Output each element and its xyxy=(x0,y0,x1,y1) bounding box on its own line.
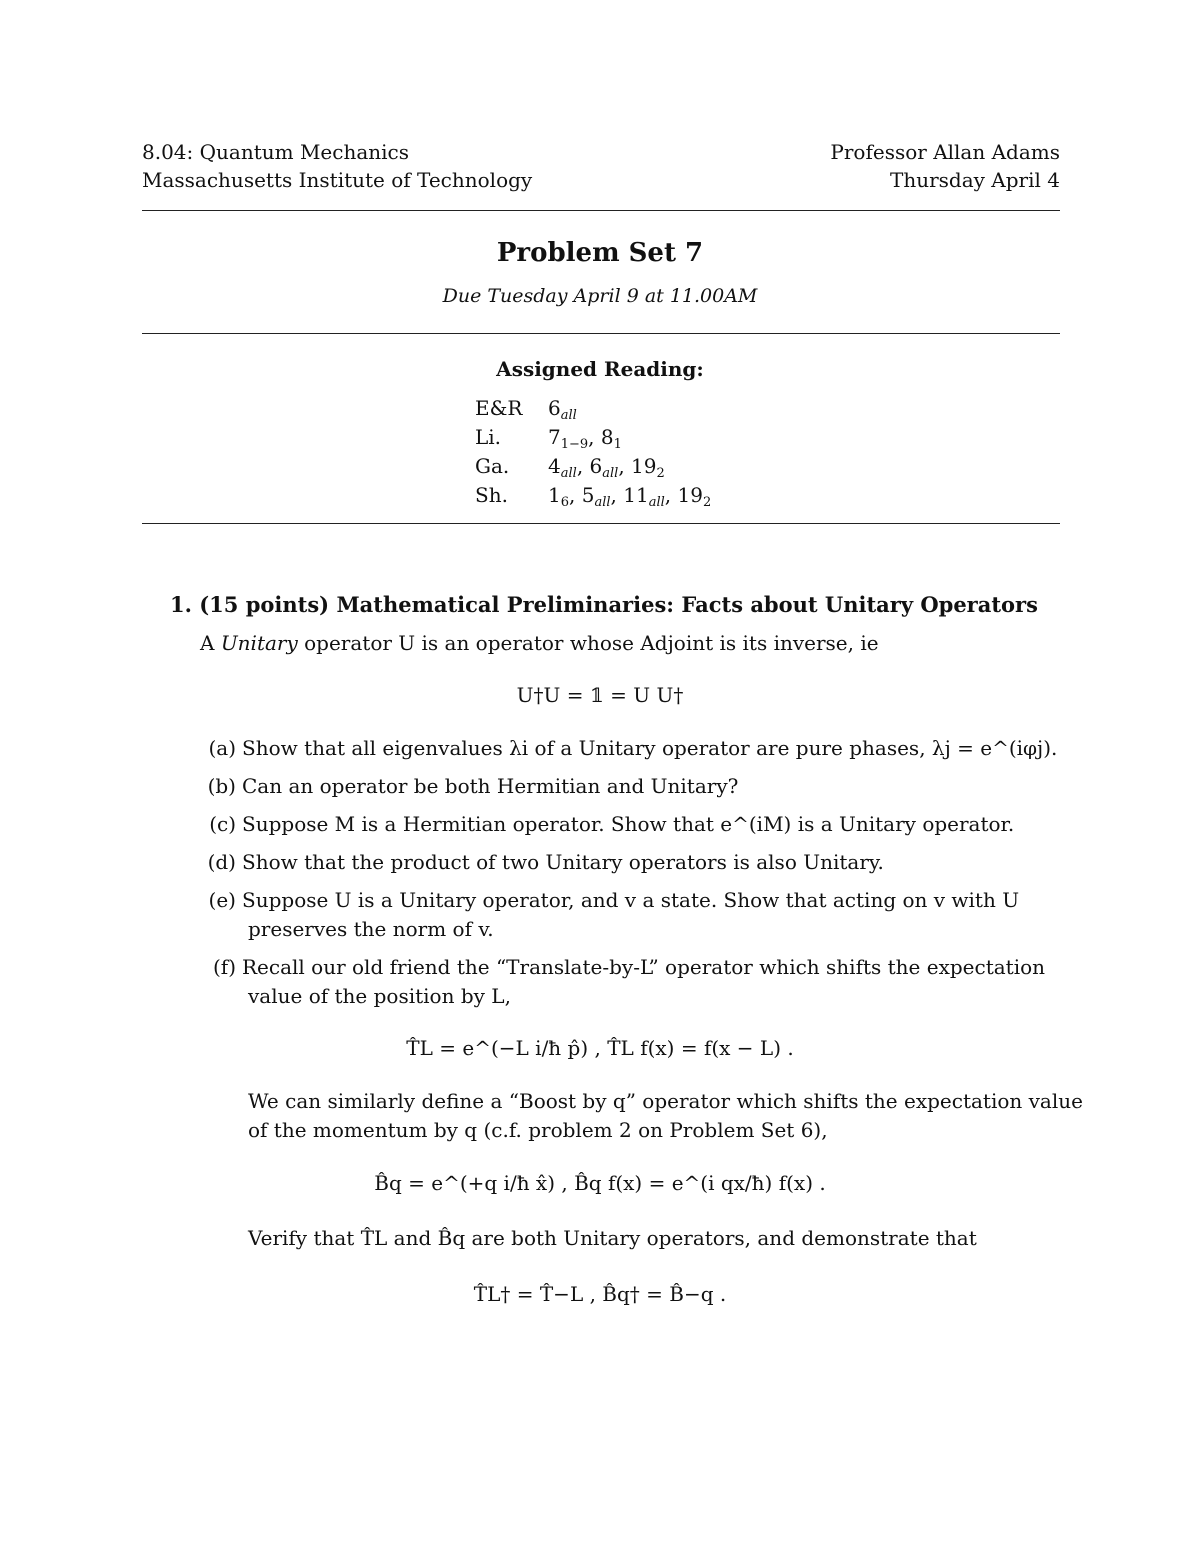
unitary-definition-equation: U†U = 𝟙 = U U† xyxy=(516,683,684,707)
part-f-line4: of the momentum by q (c.f. problem 2 on Problem Set 6), xyxy=(248,1118,828,1142)
due-date: Due Tuesday April 9 at 11.00AM xyxy=(442,285,758,307)
part-c: (c) Suppose M is a Hermitian operator. Show that e^(iM) is a Unitary operator. xyxy=(209,812,1015,836)
reading-value-ga: $4_{all}$, $6_{all}$, $19_2$ xyxy=(548,454,665,481)
reading-divider xyxy=(142,523,1060,524)
reading-value-er: $6_{all}$ xyxy=(548,396,577,423)
reading-source-sh: Sh. xyxy=(475,483,508,507)
page-title: Problem Set 7 xyxy=(496,238,704,268)
part-b: (b) Can an operator be both Hermitian and Unitary? xyxy=(207,774,739,798)
translate-operator-equation: T̂L = e^(−L i/ħ p̂) , T̂L f(x) = f(x − L) . xyxy=(406,1036,794,1060)
title-divider xyxy=(142,333,1060,334)
issue-date: Thursday April 4 xyxy=(890,168,1060,192)
part-f: (f) Recall our old friend the “Translate-by-L” operator which shifts the expectation xyxy=(212,955,1046,979)
reading-title: Assigned Reading: xyxy=(496,357,704,381)
boost-operator-equation: B̂q = e^(+q i/ħ x̂) , B̂q f(x) = e^(i qx/ħ) f(x) . xyxy=(374,1171,826,1195)
problem-title: Mathematical Preliminaries: Facts about Unitary Operators xyxy=(336,592,1038,617)
course-title: 8.04: Quantum Mechanics xyxy=(142,140,410,164)
part-d: (d) Show that the product of two Unitary operators is also Unitary. xyxy=(207,850,884,874)
problem-1-heading xyxy=(170,592,1038,617)
reading-source-ga: Ga. xyxy=(475,454,510,478)
problem-1-intro: A Unitary operator U is an operator whose Adjoint is its inverse, ie xyxy=(200,631,879,655)
problem-points: (15 points) xyxy=(199,592,330,617)
reading-value-sh: $1_6$, $5_{all}$, $11_{all}$, $19_2$ xyxy=(548,483,712,510)
problem-number: 1. xyxy=(170,592,192,617)
reading-value-li: $7_{1-9}$, $8_1$ xyxy=(548,425,622,452)
part-a: (a) Show that all eigenvalues λi of a Unitary operator are pure phases, λj = e^(iφj). xyxy=(208,736,1058,760)
part-f-line2: value of the position by L, xyxy=(248,984,511,1008)
part-e-continued: preserves the norm of v. xyxy=(248,917,494,941)
adjoint-relations-equation: T̂L† = T̂−L , B̂q† = B̂−q . xyxy=(473,1282,727,1306)
part-e: (e) Suppose U is a Unitary operator, and v a state. Show that acting on v with U xyxy=(208,888,1020,912)
institute-name: Massachusetts Institute of Technology xyxy=(142,168,533,192)
reading-source-li: Li. xyxy=(475,425,502,449)
reading-source-er: E&R xyxy=(475,396,523,420)
header-divider xyxy=(142,210,1060,211)
professor-name: Professor Allan Adams xyxy=(830,140,1060,164)
part-f-line5: Verify that T̂L and B̂q are both Unitary operators, and demonstrate that xyxy=(248,1226,977,1250)
part-f-line3: We can similarly define a “Boost by q” operator which shifts the expectation value xyxy=(248,1089,1083,1113)
